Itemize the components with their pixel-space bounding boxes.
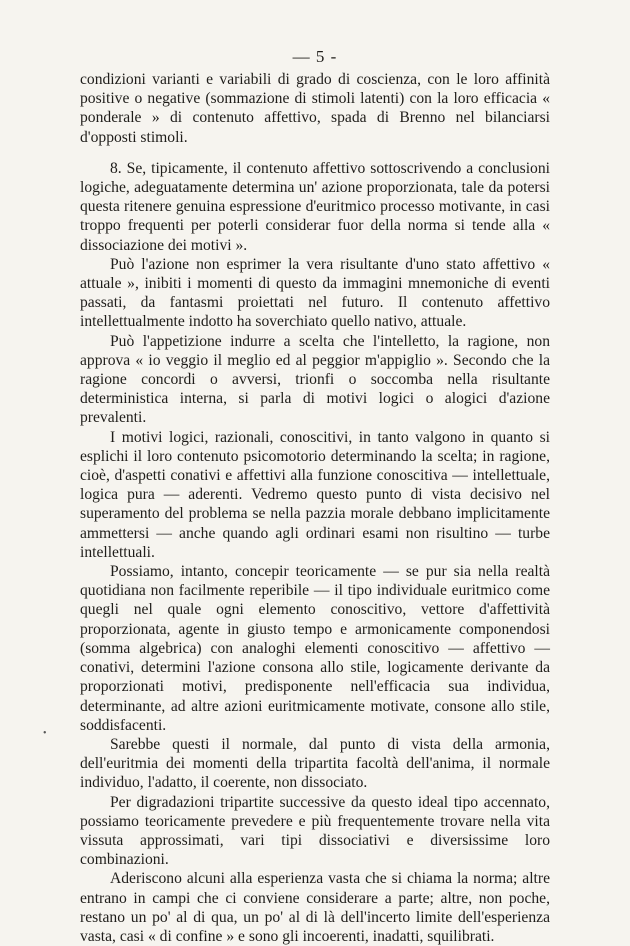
paragraph: Per digradazioni tripartite successive da questo ideal tipo accennato, possiamo teoricamente prevedere e più frequentemente trovare nella vita vissuta approssimati, vari tipi dissociativi e diversissime loro combinazioni.	[80, 793, 550, 869]
paragraph: Può l'azione non esprimer la vera risultante d'uno stato affettivo « attuale », inibiti i momenti di questo da immagini mnemoniche di eventi passati, da fantasmi proiettati nel futuro. Il contenuto affettivo intellettualmente indotto ha soverchiato quello nativo, attuale.	[80, 255, 550, 331]
paragraph: condizioni varianti e variabili di grado di coscienza, con le loro affinità positive o negative (sommazione di stimoli latenti) con la loro efficacia « ponderale » di contenuto affettivo, spada di Brenno nel bilanciarsi d'opposti stimoli.	[80, 71, 550, 146]
paragraph: I motivi logici, razionali, conoscitivi, in tanto valgono in quanto si esplichi il loro contenuto psicomotorio determinando la scelta; in ragione, cioè, d'aspetti conativi e affettivi alla funzione conoscitiva — intellettuale, logica pura — aderenti. Vedremo questo punto di vista decisivo nel superamento del problema se nella pazzia morale debbano implicitamente ammettersi — anche quando agli ordinari esami non risultino — turbe intellettuali.	[80, 428, 550, 561]
paragraph: Può l'appetizione indurre a scelta che l'intelletto, la ragione, non approva « io veggio il meglio ed al peggior m'appiglio ». Secondo che la ragione concordi o avversi, trionfi o soccomba nella risultante deterministica interna, si parla di motivi logici o alogici d'azione prevalenti.	[80, 332, 550, 427]
margin-mark: •	[43, 728, 47, 739]
body-text	[80, 70, 550, 946]
paragraph: Sarebbe questi il normale, dal punto di vista della armonia, dell'euritmia dei momenti della tripartita facoltà dell'anima, il normale individuo, l'adatto, il coerente, non dissociato.	[80, 735, 550, 792]
paragraph: Aderiscono alcuni alla esperienza vasta che si chiama la norma; altre entrano in campi che ci conviene considerare a parte; altre, non poche, restano un po' al di qua, un po' al di là dell'incerto limite dell'esperienza vasta, casi « di confine » e sono gli incoerenti, inadatti, squilibrati.	[80, 870, 550, 945]
page-number: — 5 -	[292, 47, 338, 66]
paragraph: 8. Se, tipicamente, il contenuto affettivo sottoscrivendo a conclusioni logiche, adeguatamente determina un' azione proporzionata, tale da potersi questa ritenere genuina espressione d'euritmico processo motivante, in casi troppo frequenti per poterli considerar fuor della norma si tende alla « dissociazione dei motivi ».	[80, 159, 550, 254]
paragraph: Possiamo, intanto, concepir teoricamente — se pur sia nella realtà quotidiana non facilmente reperibile — il tipo individuale euritmico come quegli nel quale ogni elemento conoscitivo, vettore d'affettività proporzionata, agente in giusto tempo e armonicamente componendosi (somma algebrica) con analoghi elementi conoscitivo — affettivo — conativi, determini l'azione consona allo stile, logicamente derivante da proporzionati motivi, predisponente nell'efficacia sua individua, determinante, ad altre azioni euritmicamente motivate, consone allo stile, soddisfacenti.	[80, 563, 550, 734]
